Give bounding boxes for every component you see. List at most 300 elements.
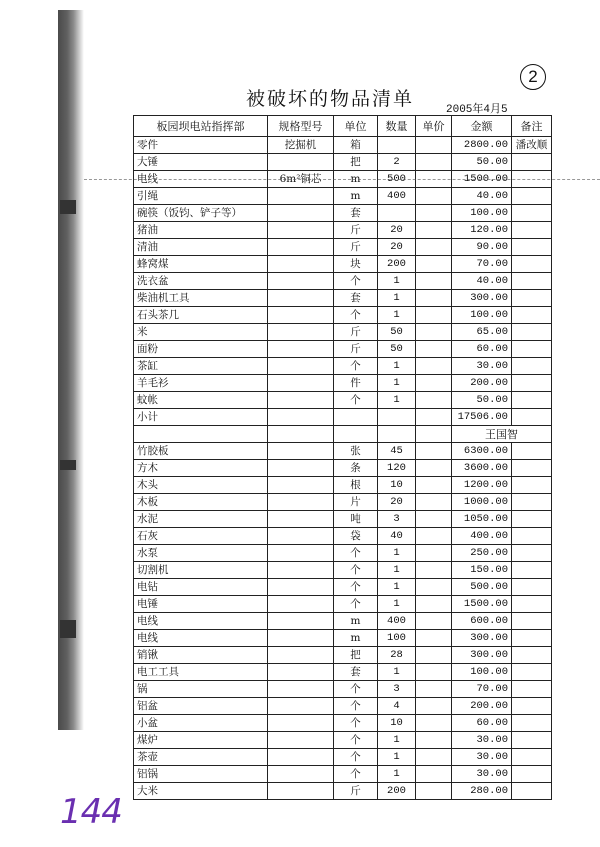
cell-spec <box>268 494 334 511</box>
cell-unit-price <box>416 681 452 698</box>
cell-remark: 潘改顺 <box>512 137 552 154</box>
cell-remark <box>512 324 552 341</box>
cell-item-name: 清油 <box>134 239 268 256</box>
cell-unit: 把 <box>334 647 378 664</box>
cell-spec <box>268 392 334 409</box>
cell-amount: 30.00 <box>452 766 512 783</box>
cell-quantity: 400 <box>378 188 416 205</box>
cell-unit: 片 <box>334 494 378 511</box>
table-row <box>134 596 552 613</box>
cell-spec <box>268 188 334 205</box>
cell-amount: 280.00 <box>452 783 512 800</box>
cell-quantity: 1 <box>378 273 416 290</box>
cell-item-name: 水泵 <box>134 545 268 562</box>
cell-unit-price <box>416 783 452 800</box>
cell-spec: 6m²铜芯 <box>268 171 334 188</box>
cell-amount: 3600.00 <box>452 460 512 477</box>
cell-spec <box>268 545 334 562</box>
table-row <box>134 715 552 732</box>
cell-quantity: 1 <box>378 732 416 749</box>
section2-body <box>134 443 552 800</box>
cell-amount: 65.00 <box>452 324 512 341</box>
cell-item-name: 电钻 <box>134 579 268 596</box>
cell-amount: 120.00 <box>452 222 512 239</box>
cell-remark <box>512 698 552 715</box>
cell-quantity: 45 <box>378 443 416 460</box>
cell-unit-price <box>416 307 452 324</box>
cell-amount: 50.00 <box>452 392 512 409</box>
cell-unit: 件 <box>334 375 378 392</box>
cell-amount: 30.00 <box>452 749 512 766</box>
cell-quantity: 1 <box>378 562 416 579</box>
cell-item-name: 电锤 <box>134 596 268 613</box>
cell-amount: 500.00 <box>452 579 512 596</box>
cell-unit-price <box>416 766 452 783</box>
cell-quantity: 200 <box>378 256 416 273</box>
cell-spec <box>268 647 334 664</box>
cell-quantity: 4 <box>378 698 416 715</box>
table-row <box>134 698 552 715</box>
cell-unit-price <box>416 375 452 392</box>
table-row <box>134 205 552 222</box>
cell-item-name: 电线 <box>134 613 268 630</box>
cell-unit-price <box>416 630 452 647</box>
cell-item-name: 木头 <box>134 477 268 494</box>
cell-remark <box>512 664 552 681</box>
cell-amount: 400.00 <box>452 528 512 545</box>
cell-quantity: 1 <box>378 358 416 375</box>
binder-mark <box>60 460 76 470</box>
cell-spec <box>268 783 334 800</box>
cell-remark <box>512 715 552 732</box>
cell-unit-price <box>416 613 452 630</box>
table-row <box>134 324 552 341</box>
cell-quantity: 1 <box>378 579 416 596</box>
cell-amount: 60.00 <box>452 715 512 732</box>
table-row <box>134 579 552 596</box>
cell-unit: 根 <box>334 477 378 494</box>
cell-item-name: 电线 <box>134 171 268 188</box>
cell-spec <box>268 698 334 715</box>
cell-unit: 个 <box>334 273 378 290</box>
cell-amount: 200.00 <box>452 698 512 715</box>
cell-quantity: 50 <box>378 341 416 358</box>
cell-unit-price <box>416 562 452 579</box>
subtotal-value: 17506.00 <box>452 409 512 426</box>
cell-unit: 斤 <box>334 222 378 239</box>
cell-amount: 40.00 <box>452 273 512 290</box>
cell-remark <box>512 749 552 766</box>
signer-row <box>134 426 552 443</box>
table-row <box>134 188 552 205</box>
binder-mark <box>60 620 76 638</box>
table-row <box>134 443 552 460</box>
cell-quantity: 500 <box>378 171 416 188</box>
table-row <box>134 477 552 494</box>
cell-quantity: 400 <box>378 613 416 630</box>
cell-remark <box>512 392 552 409</box>
cell-item-name: 米 <box>134 324 268 341</box>
cell-remark <box>512 681 552 698</box>
cell-spec <box>268 154 334 171</box>
cell-item-name: 铝锅 <box>134 766 268 783</box>
inventory-table <box>133 115 552 800</box>
cell-unit-price <box>416 698 452 715</box>
cell-unit: 块 <box>334 256 378 273</box>
cell-unit: 个 <box>334 307 378 324</box>
cell-unit: m <box>334 171 378 188</box>
cell-amount: 30.00 <box>452 358 512 375</box>
cell-unit: 套 <box>334 205 378 222</box>
cell-spec <box>268 205 334 222</box>
table-row <box>134 392 552 409</box>
cell-item-name: 碗筷（饭钧、铲子等） <box>134 205 268 222</box>
cell-remark <box>512 732 552 749</box>
table-row <box>134 681 552 698</box>
cell-item-name: 电工工具 <box>134 664 268 681</box>
cell-unit-price <box>416 188 452 205</box>
cell-amount: 90.00 <box>452 239 512 256</box>
cell-unit: 个 <box>334 579 378 596</box>
cell-unit-price <box>416 511 452 528</box>
cell-remark <box>512 579 552 596</box>
cell-item-name: 零件 <box>134 137 268 154</box>
cell-amount: 1050.00 <box>452 511 512 528</box>
cell-quantity: 1 <box>378 596 416 613</box>
cell-unit-price <box>416 494 452 511</box>
cell-remark <box>512 307 552 324</box>
header-cell-qty: 数量 <box>378 116 416 137</box>
cell-unit-price <box>416 358 452 375</box>
cell-remark <box>512 154 552 171</box>
cell-unit: 个 <box>334 715 378 732</box>
cell-unit-price <box>416 749 452 766</box>
cell-amount: 300.00 <box>452 647 512 664</box>
cell-amount: 300.00 <box>452 630 512 647</box>
cell-unit: 斤 <box>334 324 378 341</box>
cell-item-name: 蜂窝煤 <box>134 256 268 273</box>
table-row <box>134 137 552 154</box>
table-row <box>134 630 552 647</box>
cell-spec: 挖掘机 <box>268 137 334 154</box>
table-row <box>134 562 552 579</box>
cell-quantity: 20 <box>378 239 416 256</box>
cell-spec <box>268 443 334 460</box>
cell-quantity: 40 <box>378 528 416 545</box>
cell-remark <box>512 239 552 256</box>
cell-quantity: 10 <box>378 477 416 494</box>
cell-unit: 斤 <box>334 783 378 800</box>
cell-quantity <box>378 137 416 154</box>
cell-item-name: 柴油机工具 <box>134 290 268 307</box>
subtotal-label: 小计 <box>134 409 268 426</box>
cell-spec <box>268 460 334 477</box>
cell-spec <box>268 630 334 647</box>
cell-item-name: 水泥 <box>134 511 268 528</box>
cell-item-name: 铝盆 <box>134 698 268 715</box>
cell-unit-price <box>416 460 452 477</box>
cell-quantity: 1 <box>378 392 416 409</box>
cell-amount: 70.00 <box>452 681 512 698</box>
header-cell-item: 板园坝电站指挥部 <box>134 116 268 137</box>
cell-spec <box>268 664 334 681</box>
cell-remark <box>512 443 552 460</box>
cell-spec <box>268 358 334 375</box>
cell-quantity: 50 <box>378 324 416 341</box>
cell-quantity: 20 <box>378 494 416 511</box>
table-row <box>134 307 552 324</box>
cell-unit-price <box>416 205 452 222</box>
cell-quantity: 120 <box>378 460 416 477</box>
table-row <box>134 358 552 375</box>
cell-unit-price <box>416 324 452 341</box>
cell-spec <box>268 239 334 256</box>
cell-unit-price <box>416 392 452 409</box>
cell-unit: 个 <box>334 766 378 783</box>
cell-spec <box>268 715 334 732</box>
cell-unit-price <box>416 528 452 545</box>
cell-spec <box>268 307 334 324</box>
cell-remark <box>512 630 552 647</box>
cell-quantity: 1 <box>378 375 416 392</box>
cell-unit-price <box>416 732 452 749</box>
subtotal-row <box>134 409 552 426</box>
cell-amount: 1500.00 <box>452 596 512 613</box>
cell-unit: 套 <box>334 664 378 681</box>
cell-spec <box>268 766 334 783</box>
cell-unit-price <box>416 256 452 273</box>
cell-quantity: 3 <box>378 511 416 528</box>
cell-item-name: 电线 <box>134 630 268 647</box>
cell-quantity: 1 <box>378 664 416 681</box>
cell-spec <box>268 613 334 630</box>
cell-unit: 箱 <box>334 137 378 154</box>
header-cell-unit: 单位 <box>334 116 378 137</box>
table-row <box>134 154 552 171</box>
cell-item-name: 洗衣盆 <box>134 273 268 290</box>
cell-remark <box>512 375 552 392</box>
cell-spec <box>268 375 334 392</box>
cell-item-name: 小盆 <box>134 715 268 732</box>
cell-amount: 100.00 <box>452 307 512 324</box>
document-date: 2005年4月5 <box>446 104 508 116</box>
cell-unit-price <box>416 137 452 154</box>
cell-quantity: 1 <box>378 290 416 307</box>
table-row <box>134 375 552 392</box>
table-row <box>134 732 552 749</box>
cell-item-name: 羊毛衫 <box>134 375 268 392</box>
cell-unit: 个 <box>334 749 378 766</box>
cell-unit: 个 <box>334 392 378 409</box>
cell-amount: 50.00 <box>452 154 512 171</box>
header-cell-price: 单价 <box>416 116 452 137</box>
cell-amount: 2800.00 <box>452 137 512 154</box>
cell-quantity: 1 <box>378 545 416 562</box>
cell-spec <box>268 324 334 341</box>
cell-spec <box>268 562 334 579</box>
table-row <box>134 664 552 681</box>
cell-item-name: 蚊帐 <box>134 392 268 409</box>
cell-item-name: 石头茶几 <box>134 307 268 324</box>
cell-unit: m <box>334 630 378 647</box>
cell-amount: 100.00 <box>452 664 512 681</box>
section1-body <box>134 137 552 409</box>
cell-remark <box>512 545 552 562</box>
cell-unit: 斤 <box>334 239 378 256</box>
cell-spec <box>268 732 334 749</box>
cell-item-name: 茶壶 <box>134 749 268 766</box>
cell-item-name: 竹胶板 <box>134 443 268 460</box>
scan-artifact-line <box>84 179 600 180</box>
cell-unit-price <box>416 579 452 596</box>
cell-spec <box>268 341 334 358</box>
table-row <box>134 528 552 545</box>
cell-amount: 1000.00 <box>452 494 512 511</box>
cell-quantity: 100 <box>378 630 416 647</box>
cell-amount: 300.00 <box>452 290 512 307</box>
document-title: 被破坏的物品清单 <box>245 88 414 110</box>
cell-remark <box>512 766 552 783</box>
cell-item-name: 方木 <box>134 460 268 477</box>
cell-unit: 袋 <box>334 528 378 545</box>
cell-remark <box>512 222 552 239</box>
cell-amount: 600.00 <box>452 613 512 630</box>
cell-item-name: 锅 <box>134 681 268 698</box>
cell-quantity: 3 <box>378 681 416 698</box>
table-row <box>134 460 552 477</box>
cell-spec <box>268 596 334 613</box>
cell-quantity: 1 <box>378 766 416 783</box>
cell-quantity: 1 <box>378 307 416 324</box>
cell-amount: 250.00 <box>452 545 512 562</box>
cell-unit-price <box>416 596 452 613</box>
cell-quantity: 2 <box>378 154 416 171</box>
cell-item-name: 销锹 <box>134 647 268 664</box>
cell-spec <box>268 477 334 494</box>
cell-remark <box>512 341 552 358</box>
table-row <box>134 783 552 800</box>
cell-item-name: 茶缸 <box>134 358 268 375</box>
cell-spec <box>268 222 334 239</box>
cell-remark <box>512 256 552 273</box>
cell-spec <box>268 290 334 307</box>
cell-amount: 60.00 <box>452 341 512 358</box>
header-cell-remark: 备注 <box>512 116 552 137</box>
signer-name: 王国智 <box>452 426 552 443</box>
cell-unit-price <box>416 239 452 256</box>
cell-item-name: 引绳 <box>134 188 268 205</box>
cell-amount: 70.00 <box>452 256 512 273</box>
cell-spec <box>268 273 334 290</box>
cell-item-name: 大米 <box>134 783 268 800</box>
table-row <box>134 545 552 562</box>
cell-unit-price <box>416 647 452 664</box>
cell-unit: 斤 <box>334 341 378 358</box>
circled-number: 2 <box>520 64 546 90</box>
cell-remark <box>512 528 552 545</box>
cell-unit: 个 <box>334 681 378 698</box>
cell-unit: m <box>334 613 378 630</box>
cell-item-name: 面粉 <box>134 341 268 358</box>
cell-item-name: 切割机 <box>134 562 268 579</box>
cell-quantity: 10 <box>378 715 416 732</box>
table-row <box>134 613 552 630</box>
cell-amount: 6300.00 <box>452 443 512 460</box>
cell-unit-price <box>416 545 452 562</box>
table-row <box>134 239 552 256</box>
cell-unit-price <box>416 477 452 494</box>
cell-remark <box>512 613 552 630</box>
table-row <box>134 494 552 511</box>
cell-amount: 1500.00 <box>452 171 512 188</box>
cell-unit: 个 <box>334 732 378 749</box>
cell-remark <box>512 188 552 205</box>
cell-unit-price <box>416 222 452 239</box>
cell-unit-price <box>416 443 452 460</box>
handwritten-page-number: 144 <box>60 792 122 832</box>
cell-unit-price <box>416 290 452 307</box>
table-row <box>134 749 552 766</box>
cell-unit: 张 <box>334 443 378 460</box>
cell-amount: 200.00 <box>452 375 512 392</box>
cell-quantity: 1 <box>378 749 416 766</box>
cell-item-name: 大锤 <box>134 154 268 171</box>
cell-remark <box>512 511 552 528</box>
cell-spec <box>268 749 334 766</box>
cell-amount: 40.00 <box>452 188 512 205</box>
cell-unit: 个 <box>334 545 378 562</box>
cell-item-name: 猪油 <box>134 222 268 239</box>
cell-amount: 30.00 <box>452 732 512 749</box>
cell-unit: 个 <box>334 596 378 613</box>
cell-remark <box>512 647 552 664</box>
cell-remark <box>512 477 552 494</box>
table-row <box>134 290 552 307</box>
cell-unit-price <box>416 715 452 732</box>
table-row <box>134 766 552 783</box>
table-row <box>134 222 552 239</box>
cell-spec <box>268 528 334 545</box>
cell-remark <box>512 460 552 477</box>
table-row <box>134 511 552 528</box>
cell-unit-price <box>416 154 452 171</box>
cell-spec <box>268 579 334 596</box>
cell-unit: 个 <box>334 358 378 375</box>
binder-mark <box>60 200 76 214</box>
table-row <box>134 647 552 664</box>
table-row <box>134 273 552 290</box>
cell-item-name: 木板 <box>134 494 268 511</box>
cell-unit: m <box>334 188 378 205</box>
cell-unit-price <box>416 664 452 681</box>
cell-remark <box>512 596 552 613</box>
cell-quantity: 20 <box>378 222 416 239</box>
cell-unit: 吨 <box>334 511 378 528</box>
cell-unit: 条 <box>334 460 378 477</box>
table-row <box>134 256 552 273</box>
cell-spec <box>268 256 334 273</box>
cell-unit-price <box>416 273 452 290</box>
header-cell-amount: 金额 <box>452 116 512 137</box>
cell-amount: 100.00 <box>452 205 512 222</box>
cell-unit: 个 <box>334 698 378 715</box>
cell-amount: 1200.00 <box>452 477 512 494</box>
cell-unit: 套 <box>334 290 378 307</box>
cell-remark <box>512 562 552 579</box>
cell-remark <box>512 358 552 375</box>
cell-spec <box>268 681 334 698</box>
cell-quantity: 28 <box>378 647 416 664</box>
